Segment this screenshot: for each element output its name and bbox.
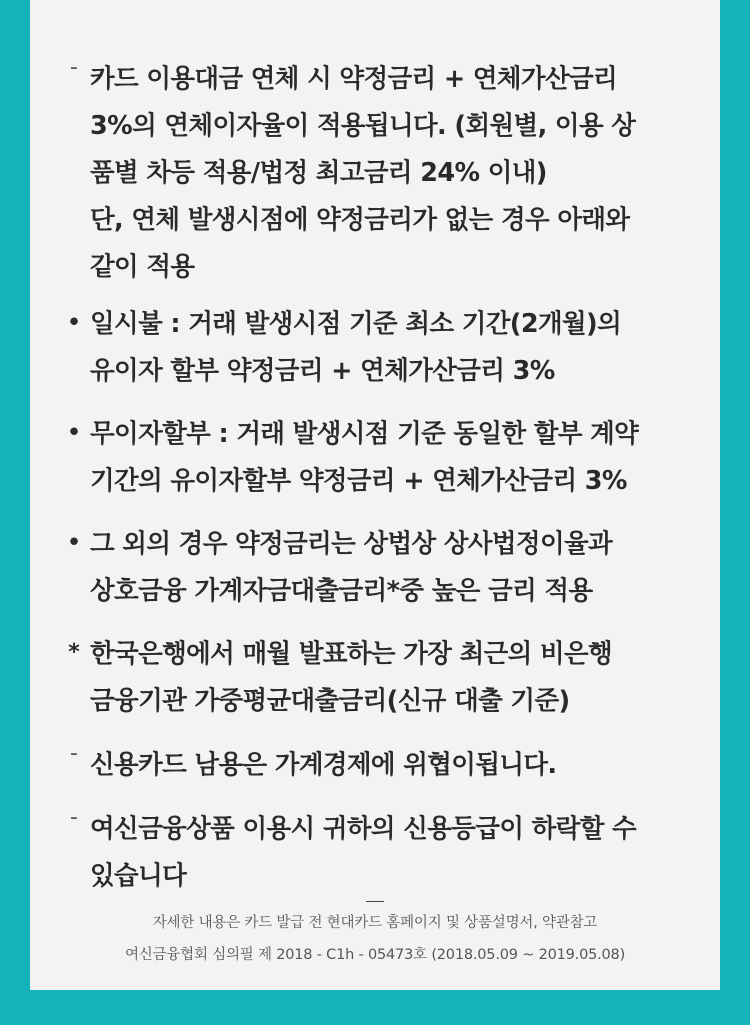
notice-line: 상호금융 가계자금대출금리*중 높은 금리 적용 [90, 576, 593, 606]
notice-text [90, 521, 710, 615]
bullet-marker: • [66, 418, 82, 448]
notice-line: 금융기관 가중평균대출금리(신규 대출 기준) [90, 686, 570, 716]
notice-line: 3%의 연체이자율이 적용됩니다. (회원별, 이용 상 [90, 111, 636, 141]
notice-line: 유이자 할부 약정금리 + 연체가산금리 3% [90, 356, 555, 386]
notice-line: 그 외의 경우 약정금리는 상법상 상사법정이율과 [90, 529, 613, 559]
notice-line: 카드 이용대금 연체 시 약정금리 + 연체가산금리 [90, 64, 618, 94]
notice-text [90, 631, 710, 725]
notice-text [90, 56, 710, 291]
notice-line: 같이 적용 [90, 252, 195, 282]
notice-text [90, 806, 710, 900]
dash-marker: - [70, 55, 78, 80]
divider [366, 901, 384, 902]
bullet-marker: • [66, 308, 82, 338]
notice-line: 단, 연체 발생시점에 약정금리가 없는 경우 아래와 [90, 205, 630, 235]
notice-text [90, 742, 710, 789]
notice-line: 일시불 : 거래 발생시점 기준 최소 기간(2개월)의 [90, 309, 622, 339]
notice-line: 무이자할부 : 거래 발생시점 기준 동일한 할부 계약 [90, 419, 639, 449]
notice-text [90, 411, 710, 505]
asterisk-marker: * [68, 640, 80, 665]
notice-panel [30, 0, 720, 990]
footer-reference-note: 자세한 내용은 카드 발급 전 현대카드 홈페이지 및 상품설명서, 약관참고 [152, 915, 598, 931]
notice-line: 한국은행에서 매월 발표하는 가장 최근의 비은행 [90, 639, 613, 669]
notice-line: 신용카드 남용은 가계경제에 위협이됩니다. [90, 750, 557, 780]
notice-line: 여신금융상품 이용시 귀하의 신용등급이 하락할 수 [90, 814, 637, 844]
dash-marker: - [70, 741, 78, 766]
notice-text [90, 301, 710, 395]
dash-marker: - [70, 805, 78, 830]
bullet-marker: • [66, 528, 82, 558]
notice-line: 있습니다 [90, 861, 187, 891]
notice-line: 품별 차등 적용/법정 최고금리 24% 이내) [90, 158, 547, 188]
footer-approval-number: 여신금융협회 심의필 제 2018 - C1h - 05473호 (2018.05.09 ~ 2019.05.08) [124, 947, 626, 963]
notice-line: 기간의 유이자할부 약정금리 + 연체가산금리 3% [90, 466, 627, 496]
